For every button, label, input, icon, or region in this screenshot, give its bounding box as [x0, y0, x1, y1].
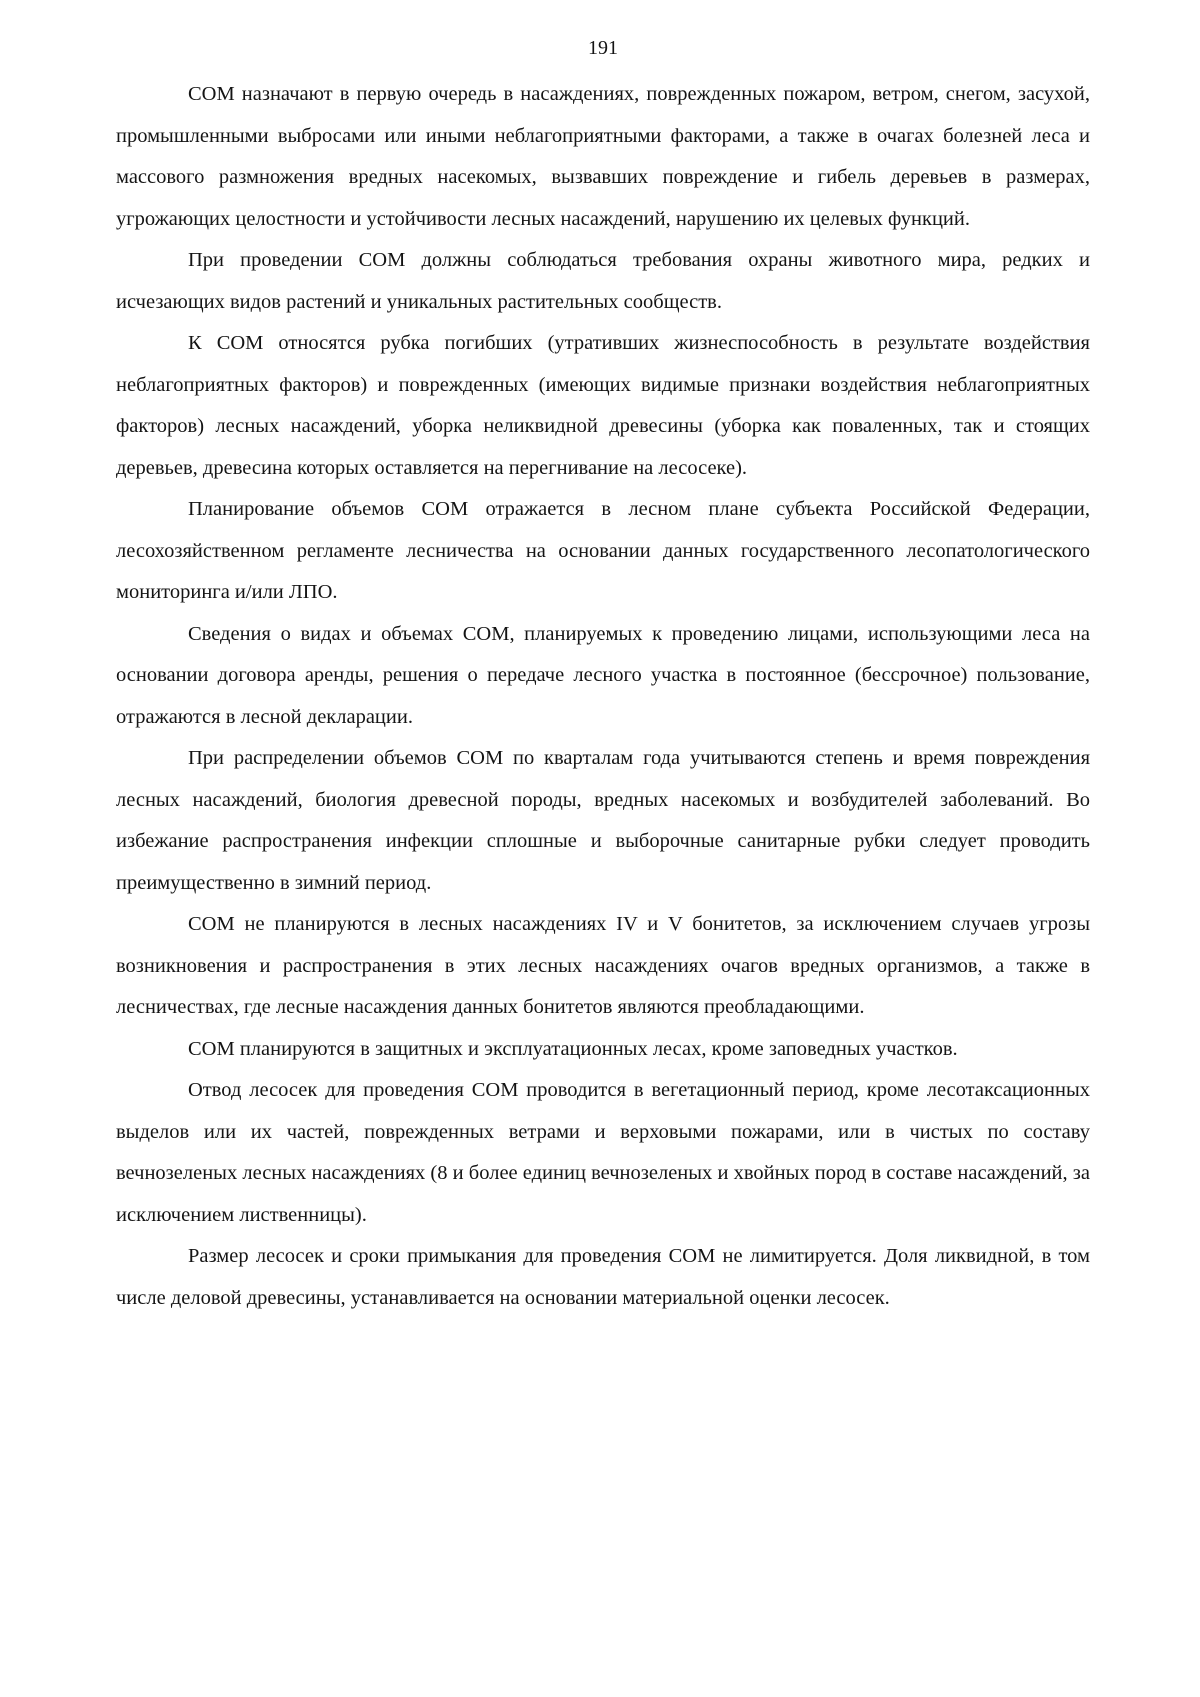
paragraph-7: СОМ не планируются в лесных насаждениях IV и V бонитетов, за исключением случаев угрозы возникновения и распространения в этих лесных насаждениях очагов вредных организмов, а также в лесничествах, где лесные насаждения данных бонитетов являются преобладающими. — [116, 913, 1090, 1018]
paragraph-5: Сведения о видах и объемах СОМ, планируемых к проведению лицами, использующими леса на основании договора аренды, решения о передаче лесного участка в постоянное (бессрочное) пользование, отражаются в лесной декларации. — [116, 622, 1090, 728]
paragraph-4: Планирование объемов СОМ отражается в лесном плане субъекта Российской Федерации, лесохозяйственном регламенте лесничества на основании данных государственного лесопатологического мониторинга и/или ЛПО. — [116, 498, 1090, 603]
paragraph-1: СОМ назначают в первую очередь в насаждениях, поврежденных пожаром, ветром, снегом, засухой, промышленными выбросами или иными неблагоприятными факторами, а также в очагах болезней леса и массового размножения вредных насекомых, вызвавших повреждение и гибель деревьев в размерах, угрожающих целостности и устойчивости лесных насаждений, нарушению их целевых функций. — [116, 83, 1090, 230]
paragraph-8: СОМ планируются в защитных и эксплуатационных лесах, кроме заповедных участков. — [188, 1037, 958, 1060]
paragraph-3: К СОМ относятся рубка погибших (утративших жизнеспособность в результате воздействия неблагоприятных факторов) и поврежденных (имеющих видимые признаки воздействия неблагоприятных факторов) лесных насаждений, уборка неликвидной древесины (уборка как поваленных, так и стоящих деревьев, древесина которых оставляется на перегнивание на лесосеке). — [116, 332, 1090, 479]
page-number: 191 — [588, 37, 618, 59]
paragraph-9: Отвод лесосек для проведения СОМ проводится в вегетационный период, кроме лесотаксационных выделов или их частей, поврежденных ветрами и верховыми пожарами, или в чистых по составу вечнозеленых лесных насаждениях (8 и более единиц вечнозеленых и хвойных пород в составе насаждений, за исключением лиственницы). — [116, 1079, 1090, 1226]
paragraph-2: При проведении СОМ должны соблюдаться требования охраны животного мира, редких и исчезающих видов растений и уникальных растительных сообществ. — [116, 249, 1090, 313]
paragraph-6: При распределении объемов СОМ по кварталам года учитываются степень и время повреждения лесных насаждений, биология древесной породы, вредных насекомых и возбудителей заболеваний. Во избежание распространения инфекции сплошные и выборочные санитарные рубки следует проводить преимущественно в зимний период. — [116, 747, 1090, 894]
paragraph-10: Размер лесосек и сроки примыкания для проведения СОМ не лимитируется. Доля ликвидной, в том числе деловой древесины, устанавливается на основании материальной оценки лесосек. — [116, 1245, 1090, 1309]
